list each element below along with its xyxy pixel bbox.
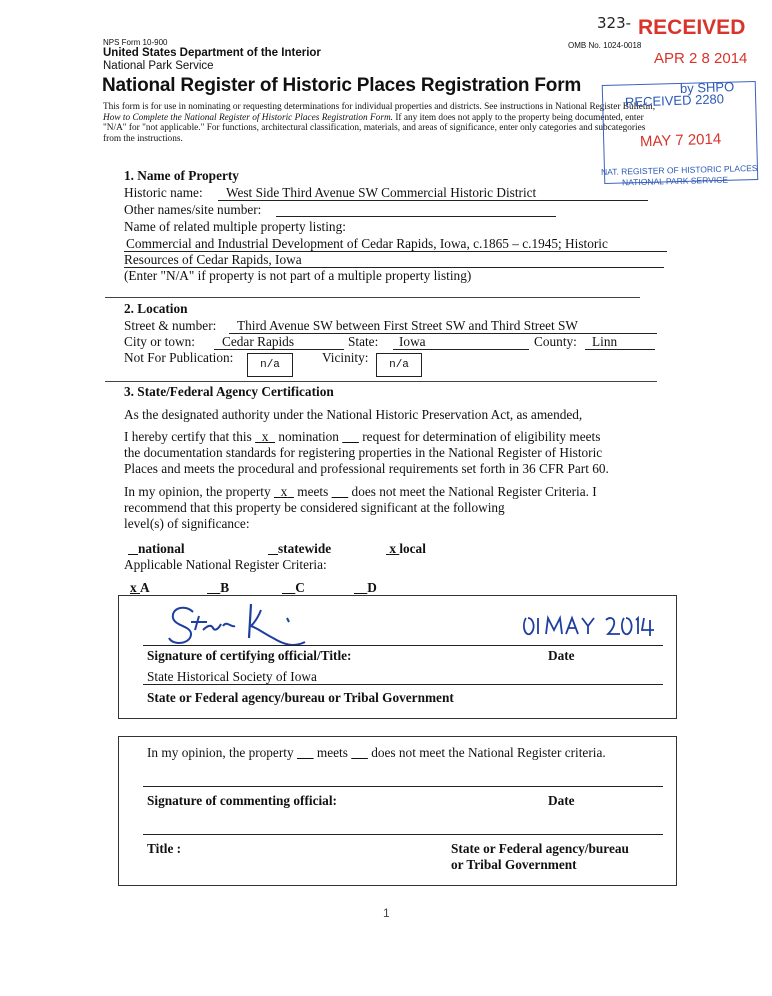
certify-text-c: request for determination of eligibility meets [362,429,601,444]
vicinity-input[interactable]: n/a [376,353,422,377]
received-2280-stamp: RECEIVED 2280 [624,91,725,110]
city-value[interactable]: Cedar Rapids [222,334,295,349]
nomination-checkmark[interactable]: x [261,429,269,444]
state-underline [393,349,529,350]
criteria-label: Applicable National Register Criteria: [124,557,327,572]
criterion-d[interactable]: D [367,580,377,595]
commenting-agency-label-2: or Tribal Government [451,857,577,872]
opinion-line-1 [124,484,597,500]
section-divider [105,297,640,298]
commenting-title-label: Title : [147,841,182,856]
instructions-bulletin-title: How to Complete the National Register of Historic Places Registration Form. [103,112,393,123]
commenting-signature-label: Signature of commenting official: [147,793,337,808]
commenting-opinion-c: does not meet the National Register criteria. [371,745,606,760]
commenting-opinion-line [147,745,606,761]
opinion-text-b: meets [297,484,329,499]
commenting-date-label: Date [548,793,575,808]
commenting-opinion-b: meets [316,745,348,760]
instructions-part-3: If any item does not apply to the property being documented, enter "N/A" for "not applicable." For functions, architectural classification, materials, and areas of significance, enter only categories and subcategories from the instructions. [103,112,646,144]
commenting-opinion-a: In my opinion, the property [147,745,294,760]
agency-name: National Park Service [103,60,214,72]
certify-line-3: Places and meets the procedural and professional requirements set forth in 36 CFR Part 60. [124,461,609,476]
city-label: City or town: [124,334,195,349]
county-label: County: [534,334,577,349]
commenting-title-field[interactable] [143,834,663,835]
level-statewide[interactable]: statewide [277,541,332,556]
street-label: Street & number: [124,318,217,333]
related-listing-label: Name of related multiple property listing: [124,219,346,234]
page-title: National Register of Historic Places Registration Form [102,75,582,96]
commenting-not-meet-blank[interactable] [351,745,368,760]
signature-line [143,645,663,646]
related-listing-line2[interactable]: Resources of Cedar Rapids, Iowa [124,252,302,267]
opinion-line-2: recommend that this property be considered significant at the following [124,500,505,515]
section3-heading: 3. State/Federal Agency Certification [124,384,334,399]
opinion-text-a: In my opinion, the property [124,484,271,499]
criterion-a[interactable]: x A [130,580,150,595]
historic-name-value[interactable]: West Side Third Avenue SW Commercial Historic District [226,185,537,200]
street-value[interactable]: Third Avenue SW between First Street SW and Third Street SW [237,318,578,333]
certifying-signature-label: Signature of certifying official/Title: [147,648,352,663]
certify-line-1 [124,429,600,445]
section2-heading: 2. Location [124,301,188,316]
level-local[interactable]: x local [389,541,426,556]
level-national[interactable]: national [137,541,185,556]
section1-heading: 1. Name of Property [124,168,239,183]
handwritten-date[interactable] [522,612,654,642]
criterion-b[interactable]: B [220,580,230,595]
commenting-signature-field[interactable] [143,786,663,787]
commenting-meets-blank[interactable] [297,745,314,760]
other-names-label: Other names/site number: [124,202,262,217]
shpo-stamp: by SHPO [679,79,735,96]
omb-number: OMB No. 1024-0018 [568,41,642,50]
multiple-listing-note: (Enter "N/A" if property is not part of a multiple property listing) [124,268,472,283]
may-date-stamp: MAY 7 2014 [639,130,722,151]
nfp-label: Not For Publication: [124,350,234,365]
page-number: 1 [383,906,390,920]
nat-register-stamp-line2: NATIONAL PARK SERVICE [621,174,729,188]
state-value[interactable]: Iowa [399,334,426,349]
opinion-text-c: does not meet the National Register Criteria. I [351,484,597,499]
certify-line-2: the documentation standards for registering properties in the National Register of Historic [124,445,603,460]
form-number: NPS Form 10-900 [103,38,168,47]
nfp-input[interactable]: n/a [247,353,293,377]
instructions-paragraph [103,102,663,144]
commenting-agency-label-1: State or Federal agency/bureau [451,841,629,856]
section-divider [105,381,657,382]
certify-text-b: nomination [278,429,339,444]
received-date-stamp: APR 2 8 2014 [654,50,748,67]
handwritten-number: 323- [597,14,632,32]
certifying-agency-label: State or Federal agency/bureau or Tribal Government [147,690,454,705]
meets-checkmark[interactable]: x [280,484,288,499]
other-names-field[interactable] [276,216,556,217]
instructions-part-1: This form is for use in nominating or requesting determinations for individual properties and districts. See instructions in National Register Bulletin, [103,102,656,112]
county-underline [585,349,655,350]
vicinity-label: Vicinity: [322,350,369,365]
determination-checkmark[interactable] [342,429,359,444]
does-not-meet-checkmark[interactable] [332,484,349,499]
criterion-c[interactable]: C [295,580,305,595]
certify-text-a: I hereby certify that this [124,429,252,444]
related-listing-line1[interactable]: Commercial and Industrial Development of Cedar Rapids, Iowa, c.1865 – c.1945; Historic [126,236,608,251]
historic-name-label: Historic name: [124,185,203,200]
certifying-agency-value[interactable]: State Historical Society of Iowa [147,669,317,684]
received-stamp: RECEIVED [638,16,746,39]
nat-register-stamp-line1: NAT. REGISTER OF HISTORIC PLACES [600,162,758,178]
state-label: State: [348,334,379,349]
authority-statement: As the designated authority under the National Historic Preservation Act, as amended, [124,407,583,422]
county-value[interactable]: Linn [592,334,618,349]
certifying-date-label: Date [548,648,575,663]
department-name: United States Department of the Interior [103,47,321,59]
agency-line [143,684,663,685]
opinion-line-3: level(s) of significance: [124,516,250,531]
historic-name-underline [218,200,648,201]
